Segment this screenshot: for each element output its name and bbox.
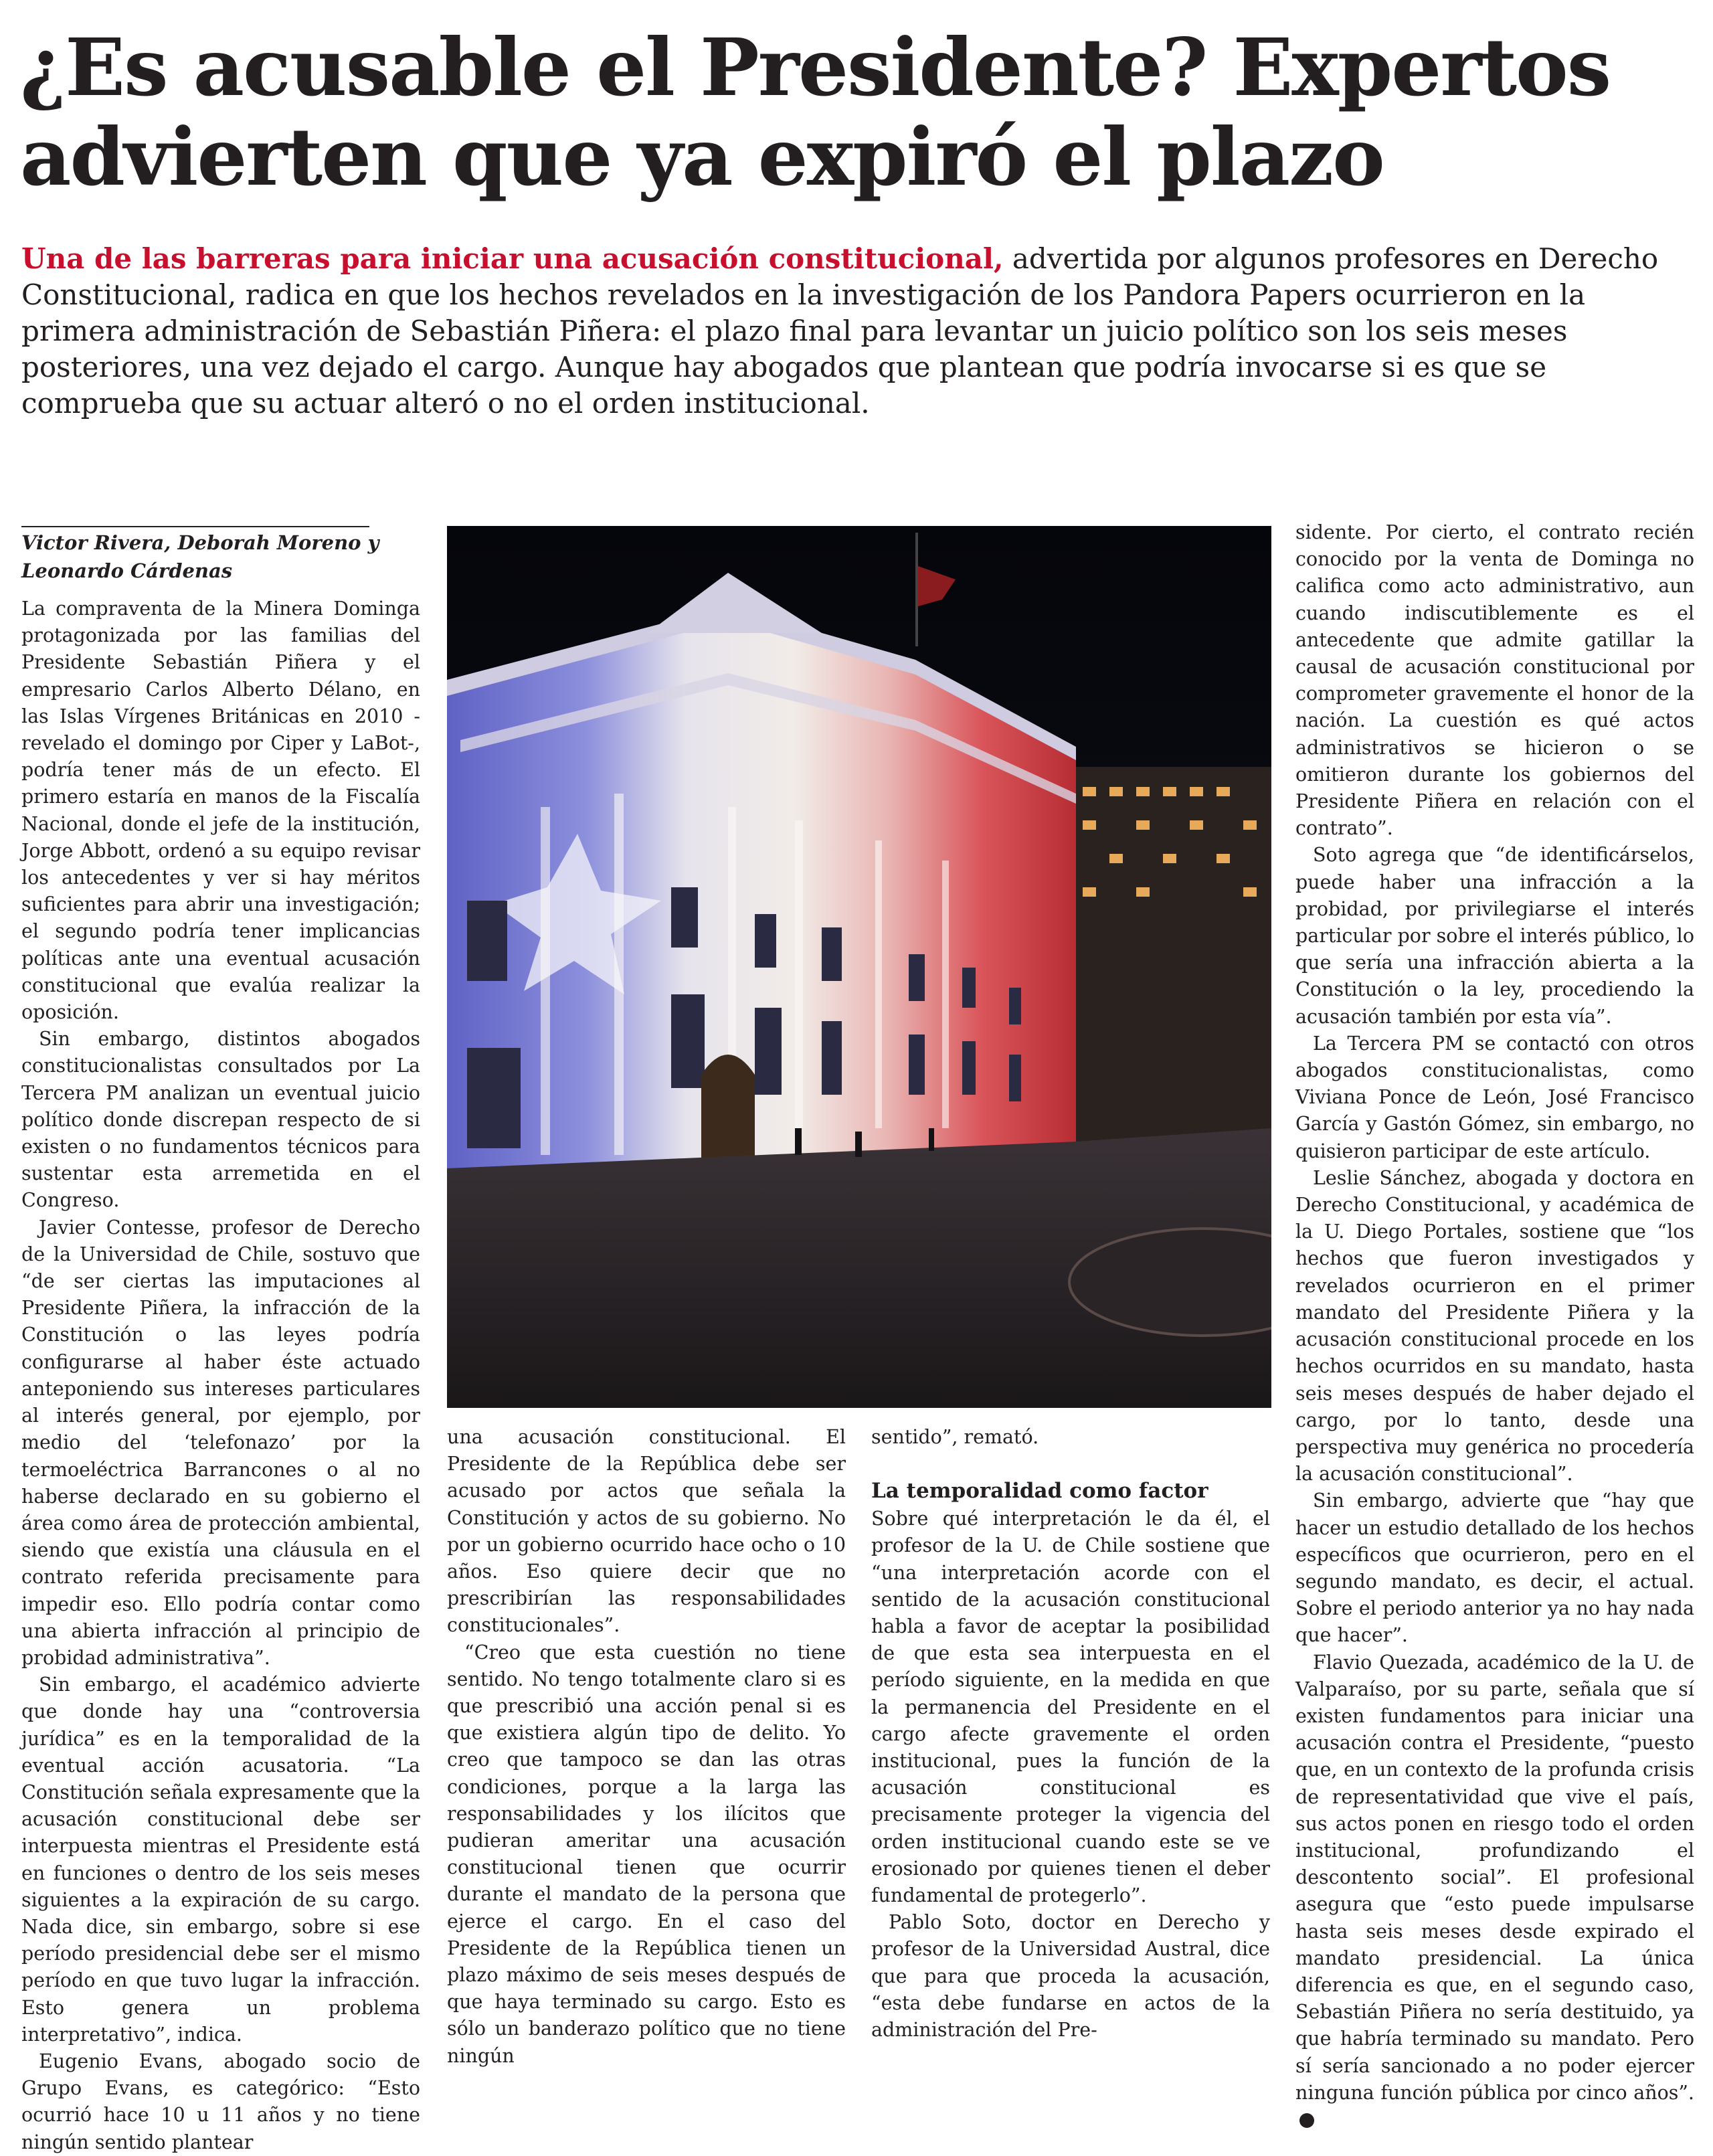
paragraph: sidente. Por cierto, el contrato recién conocido por la venta de Dominga no califica como acto administrativo, aun cuando indiscutiblemente es el antecedente que admite gatillar la causal de acusación constitucional por comprometer gravemente el honor de la nación. La cuestión es qué actos administrativos se hicieron o se omitieron durante los gobiernos del Presidente Piñera en relación con el contrato”. — [1295, 521, 1694, 840]
byline-rule — [21, 526, 369, 527]
paragraph: sentido”, remató. — [871, 1426, 1039, 1448]
paragraph: una acusación constitucional. El Presidente de la República debe ser acusado por actos que señala la Constitución y actos de su gobierno. No por un gobierno ocurrido hace ocho o 10 años. Eso quiere decir que no prescribirían las responsabilidades constitucionales”. — [447, 1426, 846, 1637]
paragraph: Pablo Soto, doctor en Derecho y profesor de la Universidad Austral, dice que para que proceda la acusación, “esta debe fundarse en actos de la administración del Pre- — [871, 1911, 1270, 2042]
headline: ¿Es acusable el Presidente? Expertos advierten que ya expiró el plazo — [20, 21, 1611, 203]
paragraph: La compraventa de la Minera Dominga protagonizada por las familias del Presidente Sebastián Piñera y el empresario Carlos Alberto Délano, en las Islas Vírgenes Británicas en 2010 -revelado el domingo por Ciper y LaBot-, podría tener más de un efecto. El primero estaría en manos de la Fiscalía Nacional, donde el jefe de la institución, Jorge Abbott, ordenó a su equipo revisar los antecedentes y ver si hay méritos suficientes para abrir una investigación; el segundo podría tener implicancias políticas ante una eventual acusación constitucional que evalúa realizar la oposición. — [21, 598, 420, 1024]
paragraph: Leslie Sánchez, abogada y doctora en Derecho Constitucional, y académica de la U. Diego Portales, sostiene que “los hechos que fueron investigados y revelados ocurrieron en el primer mandato del Presidente Piñera y la acusación constitucional procede en los hechos ocurridos en su mandato, hasta seis meses después de haber dejado el cargo, por lo tanto, desde una perspectiva muy genérica no procedería la acusación constitucional”. — [1295, 1166, 1694, 1486]
paragraph: Sobre qué interpretación le da él, el profesor de la U. de Chile sostiene que “una interpretación acorde con el sentido de la acusación constitucional habla a favor de aceptar la posibilidad de que esta sea interpuesta en el período siguiente, en la medida en que la permanencia del Presidente en el cargo afecte gravemente el orden institucional, pues la función de la acusación constitucional es precisamente proteger la vigencia del orden institucional cuando este se ve erosionado por quienes tienen el deber fundamental de protegerlo”. — [871, 1508, 1270, 1907]
end-bullet-icon — [1299, 2113, 1314, 2128]
spacer — [871, 1451, 1270, 1476]
paragraph: Sin embargo, distintos abogados constitucionalistas consultados por La Tercera PM analizan un eventual juicio político donde discrepan respecto de si existen o no fundamentos técnicos para sustentar esta arremetida en el Congreso. — [21, 1028, 420, 1212]
paragraph — [1295, 1649, 1694, 2134]
deck — [21, 241, 1674, 422]
paragraph: Javier Contesse, profesor de Derecho de la Universidad de Chile, sostuvo que “de ser ciertas las imputaciones al Presidente Piñera, la infracción de la Constitución o las leyes podría configurarse al haber éste actuado anteponiendo sus intereses particulares al interés general, por ejemplo, por medio del ‘telefonazo’ por la termoeléctrica Barrancones o al no haberse declarado en su gobierno el área como área de protección ambiental, siendo que existía una cláusula en el contrato referida precisamente para impedir eso. Ello podría contar como una abierta infracción al principio de probidad administrativa”. — [21, 1216, 420, 1669]
paragraph: “Creo que esta cuestión no tiene sentido. No tengo totalmente claro si es que prescribió una acción penal si es que existiera algún tipo de delito. Yo creo que tampoco se dan las otras condiciones, porque a la larga las responsabilidades y los ilícitos que pudieran ameritar una acusación constitucional tienen que ocurrir durante el mandato de la persona que ejerce el cargo. En el caso del Presidente de la República tienen un plazo máximo de seis meses después de que haya terminado su cargo. Esto es sólo un banderazo político que no tiene ningún — [447, 1641, 846, 2067]
paragraph: Sin embargo, advierte que “hay que hacer un estudio detallado de los hechos específicos que ocurrieron, pero en el segundo mandato, es decir, el actual. Sobre el periodo anterior ya no hay nada que hacer”. — [1295, 1490, 1694, 1647]
article-column-4 — [1295, 519, 1694, 2133]
deck-lead: Una de las barreras para iniciar una acusación constitucional, — [21, 242, 1004, 275]
article-column-2 — [447, 1424, 846, 2070]
subheading: La temporalidad como factor — [871, 1479, 1208, 1504]
article-column-1 — [21, 596, 420, 2156]
article-column-3 — [871, 1424, 1270, 2044]
paragraph: Soto agrega que “de identificárselos, puede haber una infracción a la probidad, por privilegiarse el interés particular por sobre el interés público, lo que sería una infracción abierta a la Constitución o la ley, procediendo la acusación también por esta vía”. — [1295, 844, 1694, 1028]
paragraph: Eugenio Evans, abogado socio de Grupo Evans, es categórico: “Esto ocurrió hace 10 u 11 años y no tiene ningún sentido plantear — [21, 2050, 420, 2153]
paragraph: Sin embargo, el académico advierte que donde hay una “controversia jurídica” es en la temporalidad de la eventual acción acusatoria. “La Constitución señala expresamente que la acusación constitucional debe ser interpuesta mientras el Presidente está en funciones o dentro de los seis meses siguientes a la expiración de su cargo. Nada dice, sin embargo, sobre si ese período presidencial debe ser el mismo período en que tuvo lugar la infracción. Esto genera un problema interpretativo”, indica. — [21, 1674, 420, 2046]
palacio-de-la-moneda-photo — [447, 526, 1271, 1408]
deck-text: advertida por algunos profesores en Derecho Constitucional, radica en que los hechos revelados en la investigación de los Pandora Papers ocurrieron en la primera administración de Sebastián Piñera: el plazo final para levantar un juicio político son los seis meses posteriores, una vez dejado el cargo. Aunque hay abogados que plantean que podría invocarse si es que se comprueba que su actuar alteró o no el orden institucional. — [21, 242, 1659, 420]
paragraph: La Tercera PM se contactó con otros abogados constitucionalistas, como Viviana Ponce de León, José Francisco García y Gastón Gómez, sin embargo, no quisieron participar de este artículo. — [1295, 1032, 1694, 1162]
paragraph-text: Flavio Quezada, académico de la U. de Valparaíso, por su parte, señala que sí existen fundamentos para iniciar una acusación contra el Presidente, “puesto que, en un contexto de la profunda crisis de representatividad que vive el país, sus actos ponen en riesgo todo el orden institucional, profundizando el descontento social”. El profesional asegura que “esto puede impulsarse hasta seis meses desde expirado el mandato presidencial. La única diferencia es que, en el segundo caso, Sebastián Piñera no sería destituido, ya que habría terminado su mandato. Pero sí sería sancionado a no poder ejercer ninguna función pública por cinco años”. — [1295, 1651, 1694, 2104]
byline: Victor Rivera, Deborah Moreno y Leonardo Cárdenas — [21, 531, 379, 582]
